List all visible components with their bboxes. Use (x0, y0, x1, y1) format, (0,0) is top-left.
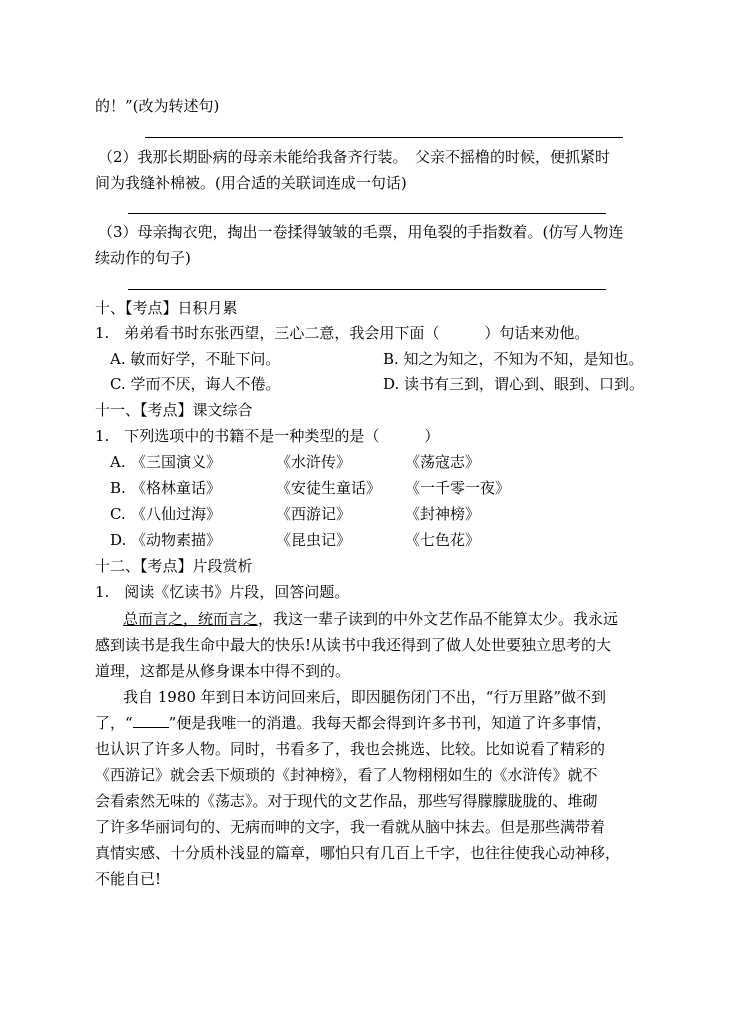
answer-line-3[interactable] (128, 289, 606, 290)
fill-in-blank[interactable] (133, 713, 169, 728)
passage-p1-line1-rest: ，我这一辈子读到的中外文艺作品不能算太少。我永远 (258, 610, 619, 628)
q9-item3-line1: （3）母亲掏衣兜，掏出一卷揉得皱皱的毛票，用龟裂的手指数着。(仿写人物连 (98, 223, 624, 241)
answer-line-1[interactable] (145, 137, 623, 138)
passage-p1-line1 (123, 609, 618, 629)
sec11-row-b-book-1: 《格林童话》 (131, 479, 222, 497)
sec11-row-d-book-2: 《昆虫记》 (276, 531, 352, 549)
sec11-row-a-book-3: 《荡寇志》 (405, 453, 481, 471)
q9-sentence-tail: 的！”(改为转述句) (95, 97, 220, 115)
sec11-row-d-label[interactable]: D. (110, 531, 127, 549)
underlined-phrase: 总而言之，统而言之 (123, 610, 259, 628)
passage-p2-line2-pre: 了，“ (95, 714, 133, 732)
sec12-question: 1. 阅读《忆读书》片段，回答问题。 (95, 583, 350, 601)
passage-p2-line5: 会看索然无味的《荡志》。对于现代的文艺作品，那些写得朦朦胧胧的、堆砌 (95, 792, 598, 810)
sec11-row-a-book-1: 《三国演义》 (131, 453, 222, 471)
q9-item3-line2: 续动作的句子) (95, 249, 191, 267)
sec11-row-c-book-1: 《八仙过海》 (131, 505, 222, 523)
passage-p2-line1: 我自 1980 年到日本访问回来后，即因腿伤闭门不出，“行万里路”做不到 (123, 688, 607, 706)
sec11-row-d-book-1: 《动物素描》 (131, 531, 222, 549)
sec11-row-c-label[interactable]: C. (110, 505, 126, 523)
passage-p1-line3: 道理，这都是从修身课本中得不到的。 (95, 662, 351, 680)
sec11-question: 1. 下列选项中的书籍不是一种类型的是（ ） (95, 427, 440, 445)
answer-line-2[interactable] (128, 213, 606, 214)
sec11-row-c-book-2: 《西游记》 (276, 505, 352, 523)
sec11-row-b-book-2: 《安徒生童话》 (276, 479, 382, 497)
passage-p2-line2 (95, 713, 611, 733)
q9-item2-line1: （2）我那长期卧病的母亲未能给我备齐行装。 父亲不摇橹的时候，便抓紧时 (98, 148, 611, 166)
passage-p2-line7: 真情实感、十分质朴浅显的篇章，哪怕只有几百上千字，也往往使我心动神移， (95, 844, 621, 862)
sec11-row-d-book-3: 《七色花》 (405, 531, 481, 549)
sec10-option-b[interactable]: B. 知之为知之，不知为不知，是知也。 (383, 350, 644, 368)
sec10-option-a[interactable]: A. 敏而好学，不耻下问。 (110, 350, 281, 368)
passage-p2-line6: 了许多华丽词句的、无病而呻的文字，我一看就从脑中抹去。但是那些满带着 (95, 818, 606, 836)
sec11-row-a-book-2: 《水浒传》 (276, 453, 352, 471)
section-12-title: 十二、【考点】片段赏析 (95, 557, 253, 575)
passage-p2-line4: 《西游记》就会丢下烦琐的《封神榜》，看了人物栩栩如生的《水浒传》就不 (95, 766, 598, 784)
sec11-row-a-label[interactable]: A. (110, 453, 126, 471)
sec11-row-c-book-3: 《封神榜》 (405, 505, 481, 523)
passage-p1-line2: 感到读书是我生命中最大的快乐!从读书中我还得到了做人处世要独立思考的大 (95, 636, 612, 654)
sec10-option-d[interactable]: D. 读书有三到，谓心到、眼到、口到。 (383, 375, 645, 393)
passage-p2-line2-post: ”便是我唯一的消遣。我每天都会得到许多书刊，知道了许多事情， (168, 714, 612, 732)
sec11-row-b-label[interactable]: B. (110, 479, 126, 497)
sec10-option-c[interactable]: C. 学而不厌，诲人不倦。 (110, 375, 281, 393)
passage-p2-line3: 也认识了许多人物。同时，书看多了，我也会挑选、比较。比如说看了精彩的 (95, 740, 606, 758)
section-11-title: 十一、【考点】课文综合 (95, 401, 253, 419)
passage-p2-line8: 不能自已! (95, 870, 162, 888)
q9-item2-line2: 间为我缝补棉被。(用合适的关联词连成一句话) (95, 174, 407, 192)
section-10-title: 十、【考点】日积月累 (95, 299, 238, 317)
sec10-question: 1. 弟弟看书时东张西望，三心二意，我会用下面（ ）句话来劝他。 (95, 324, 590, 342)
sec11-row-b-book-3: 《一千零一夜》 (405, 479, 511, 497)
